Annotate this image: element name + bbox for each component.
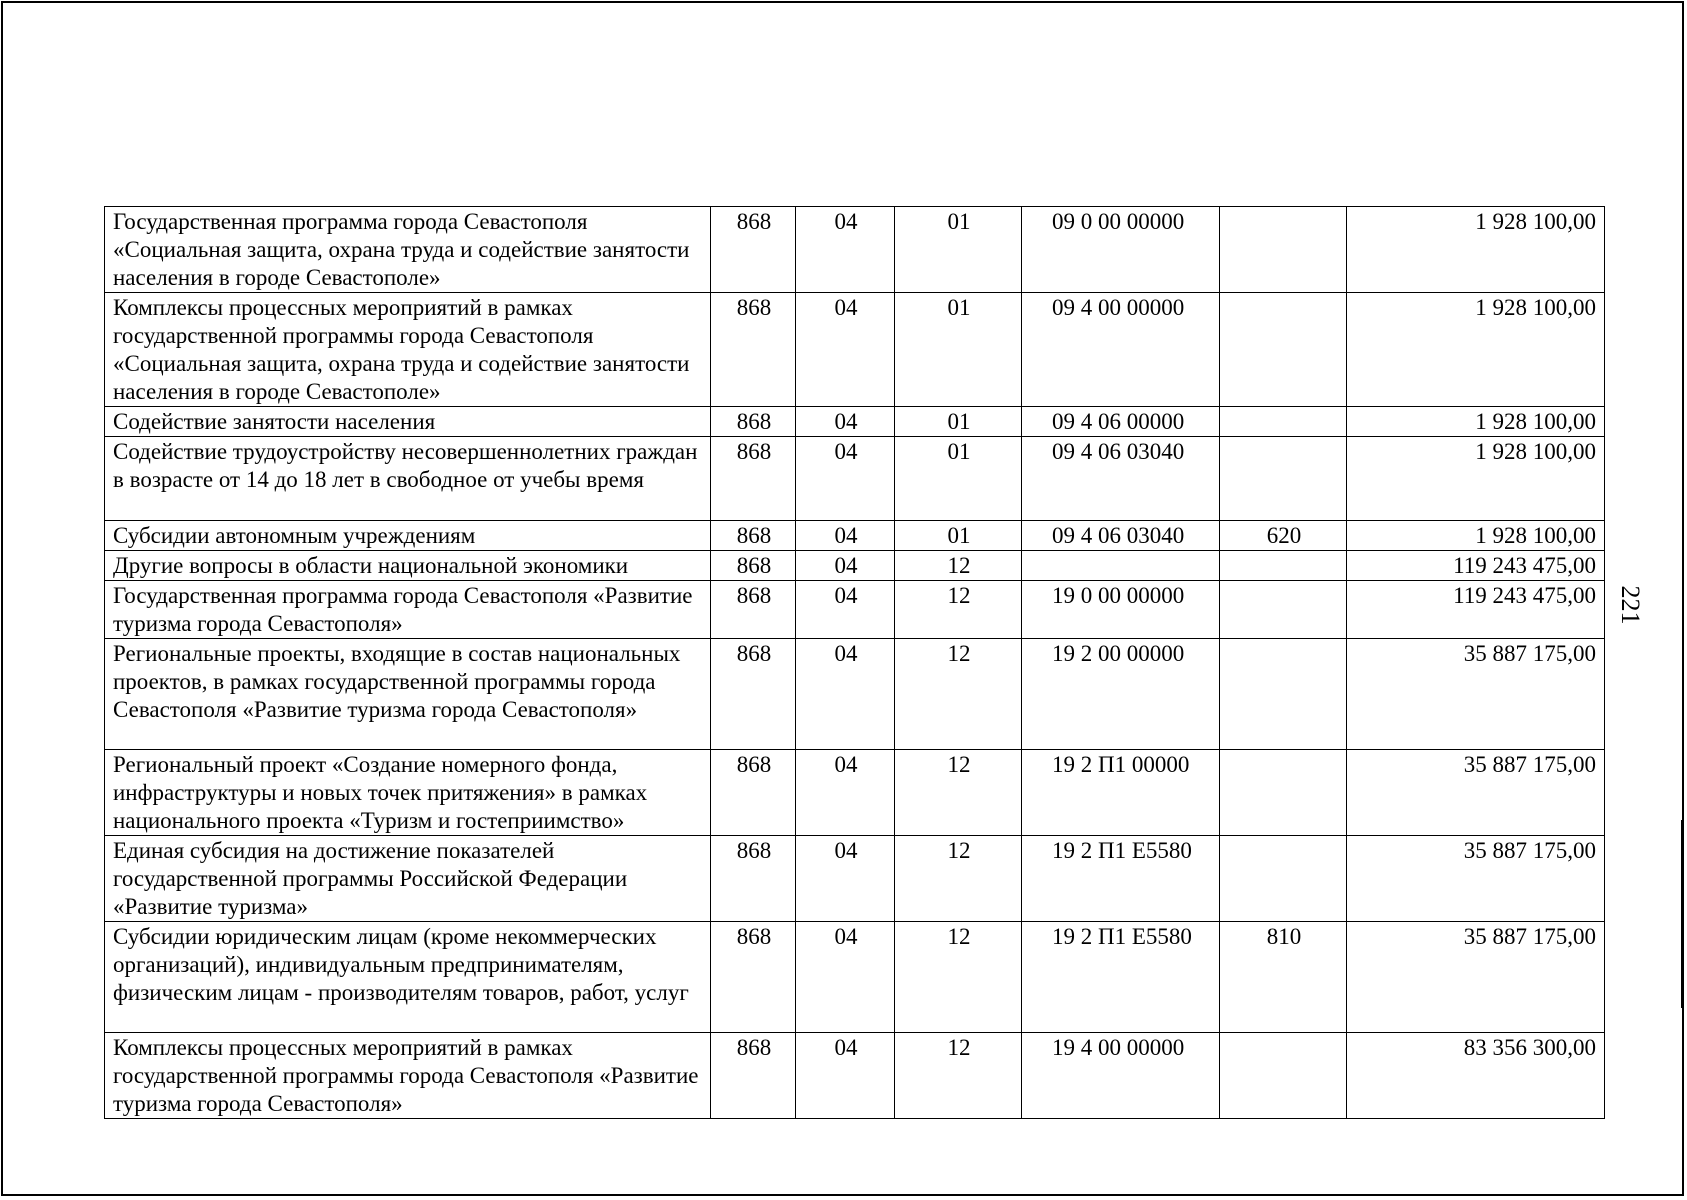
cell-section: 04 <box>796 836 895 922</box>
cell-section: 04 <box>796 1033 895 1119</box>
cell-subsection: 12 <box>895 551 1022 581</box>
cell-expense-type <box>1220 639 1347 750</box>
cell-amount: 1 928 100,00 <box>1347 521 1605 551</box>
cell-amount: 1 928 100,00 <box>1347 293 1605 407</box>
cell-expense-type: 620 <box>1220 521 1347 551</box>
cell-target-article: 19 4 00 00000 <box>1022 1033 1220 1119</box>
cell-grbs: 868 <box>711 207 796 293</box>
cell-section: 04 <box>796 922 895 1033</box>
cell-name: Субсидии автономным учреждениям <box>105 521 711 551</box>
cell-grbs: 868 <box>711 922 796 1033</box>
table-row <box>105 551 1605 581</box>
cell-section: 04 <box>796 581 895 639</box>
cell-expense-type <box>1220 437 1347 521</box>
table-row <box>105 922 1605 1033</box>
cell-section: 04 <box>796 521 895 551</box>
cell-expense-type <box>1220 207 1347 293</box>
cell-amount: 119 243 475,00 <box>1347 581 1605 639</box>
cell-grbs: 868 <box>711 521 796 551</box>
cell-name: Субсидии юридическим лицам (кроме некоммерческих организаций), индивидуальным предпринимателям, физическим лицам - производителям товаров, работ, услуг <box>105 922 711 1033</box>
cell-name: Региональный проект «Создание номерного фонда, инфраструктуры и новых точек притяжения» в рамках национального проекта «Туризм и гостеприимство» <box>105 750 711 836</box>
cell-subsection: 12 <box>895 836 1022 922</box>
cell-name: Государственная программа города Севастополя «Развитие туризма города Севастополя» <box>105 581 711 639</box>
page-number: 221 <box>1616 585 1645 625</box>
cell-grbs: 868 <box>711 293 796 407</box>
cell-target-article: 09 4 00 00000 <box>1022 293 1220 407</box>
cell-amount: 1 928 100,00 <box>1347 207 1605 293</box>
cell-amount: 35 887 175,00 <box>1347 922 1605 1033</box>
table-row <box>105 836 1605 922</box>
cell-section: 04 <box>796 293 895 407</box>
cell-section: 04 <box>796 750 895 836</box>
cell-section: 04 <box>796 407 895 437</box>
cell-expense-type <box>1220 836 1347 922</box>
cell-subsection: 01 <box>895 207 1022 293</box>
cell-grbs: 868 <box>711 836 796 922</box>
cell-name: Комплексы процессных мероприятий в рамках государственной программы города Севастополя «Социальная защита, охрана труда и содействие занятости населения в городе Севастополе» <box>105 293 711 407</box>
cell-subsection: 12 <box>895 1033 1022 1119</box>
table-row <box>105 437 1605 521</box>
cell-grbs: 868 <box>711 407 796 437</box>
cell-grbs: 868 <box>711 581 796 639</box>
cell-section: 04 <box>796 437 895 521</box>
cell-expense-type: 810 <box>1220 922 1347 1033</box>
cell-amount: 119 243 475,00 <box>1347 551 1605 581</box>
cell-expense-type <box>1220 581 1347 639</box>
table-row <box>105 581 1605 639</box>
cell-target-article: 09 4 06 00000 <box>1022 407 1220 437</box>
cell-section: 04 <box>796 551 895 581</box>
table-row <box>105 1033 1605 1119</box>
cell-target-article: 09 4 06 03040 <box>1022 521 1220 551</box>
budget-table <box>104 206 1605 1119</box>
cell-subsection: 01 <box>895 293 1022 407</box>
cell-amount: 35 887 175,00 <box>1347 750 1605 836</box>
table-row <box>105 639 1605 750</box>
cell-subsection: 12 <box>895 922 1022 1033</box>
cell-expense-type <box>1220 407 1347 437</box>
cell-amount: 35 887 175,00 <box>1347 836 1605 922</box>
cell-name: Содействие трудоустройству несовершеннолетних граждан в возрасте от 14 до 18 лет в свободное от учебы время <box>105 437 711 521</box>
cell-name: Содействие занятости населения <box>105 407 711 437</box>
table-row <box>105 750 1605 836</box>
cell-amount: 1 928 100,00 <box>1347 407 1605 437</box>
cell-subsection: 12 <box>895 639 1022 750</box>
cell-expense-type <box>1220 1033 1347 1119</box>
cell-target-article: 19 0 00 00000 <box>1022 581 1220 639</box>
cell-section: 04 <box>796 207 895 293</box>
cell-expense-type <box>1220 551 1347 581</box>
cell-section: 04 <box>796 639 895 750</box>
cell-target-article: 19 2 П1 E5580 <box>1022 922 1220 1033</box>
cell-target-article <box>1022 551 1220 581</box>
cell-grbs: 868 <box>711 1033 796 1119</box>
cell-target-article: 19 2 00 00000 <box>1022 639 1220 750</box>
cell-target-article: 09 0 00 00000 <box>1022 207 1220 293</box>
cell-expense-type <box>1220 293 1347 407</box>
cell-name: Региональные проекты, входящие в состав национальных проектов, в рамках государственной программы города Севастополя «Развитие туризма города Севастополя» <box>105 639 711 750</box>
cell-name: Единая субсидия на достижение показателей государственной программы Российской Федерации «Развитие туризма» <box>105 836 711 922</box>
table-row <box>105 521 1605 551</box>
cell-amount: 83 356 300,00 <box>1347 1033 1605 1119</box>
table-row <box>105 407 1605 437</box>
cell-grbs: 868 <box>711 551 796 581</box>
table-body <box>105 207 1605 1119</box>
cell-name: Государственная программа города Севастополя «Социальная защита, охрана труда и содействие занятости населения в городе Севастополе» <box>105 207 711 293</box>
cell-subsection: 01 <box>895 521 1022 551</box>
cell-subsection: 12 <box>895 750 1022 836</box>
cell-name: Другие вопросы в области национальной экономики <box>105 551 711 581</box>
cell-subsection: 01 <box>895 437 1022 521</box>
cell-grbs: 868 <box>711 639 796 750</box>
cell-name: Комплексы процессных мероприятий в рамках государственной программы города Севастополя «Развитие туризма города Севастополя» <box>105 1033 711 1119</box>
margin-rule <box>1681 820 1683 1008</box>
table-row <box>105 207 1605 293</box>
cell-subsection: 12 <box>895 581 1022 639</box>
cell-amount: 1 928 100,00 <box>1347 437 1605 521</box>
cell-subsection: 01 <box>895 407 1022 437</box>
cell-grbs: 868 <box>711 437 796 521</box>
cell-amount: 35 887 175,00 <box>1347 639 1605 750</box>
cell-target-article: 19 2 П1 E5580 <box>1022 836 1220 922</box>
cell-target-article: 09 4 06 03040 <box>1022 437 1220 521</box>
cell-grbs: 868 <box>711 750 796 836</box>
cell-expense-type <box>1220 750 1347 836</box>
cell-target-article: 19 2 П1 00000 <box>1022 750 1220 836</box>
table-row <box>105 293 1605 407</box>
